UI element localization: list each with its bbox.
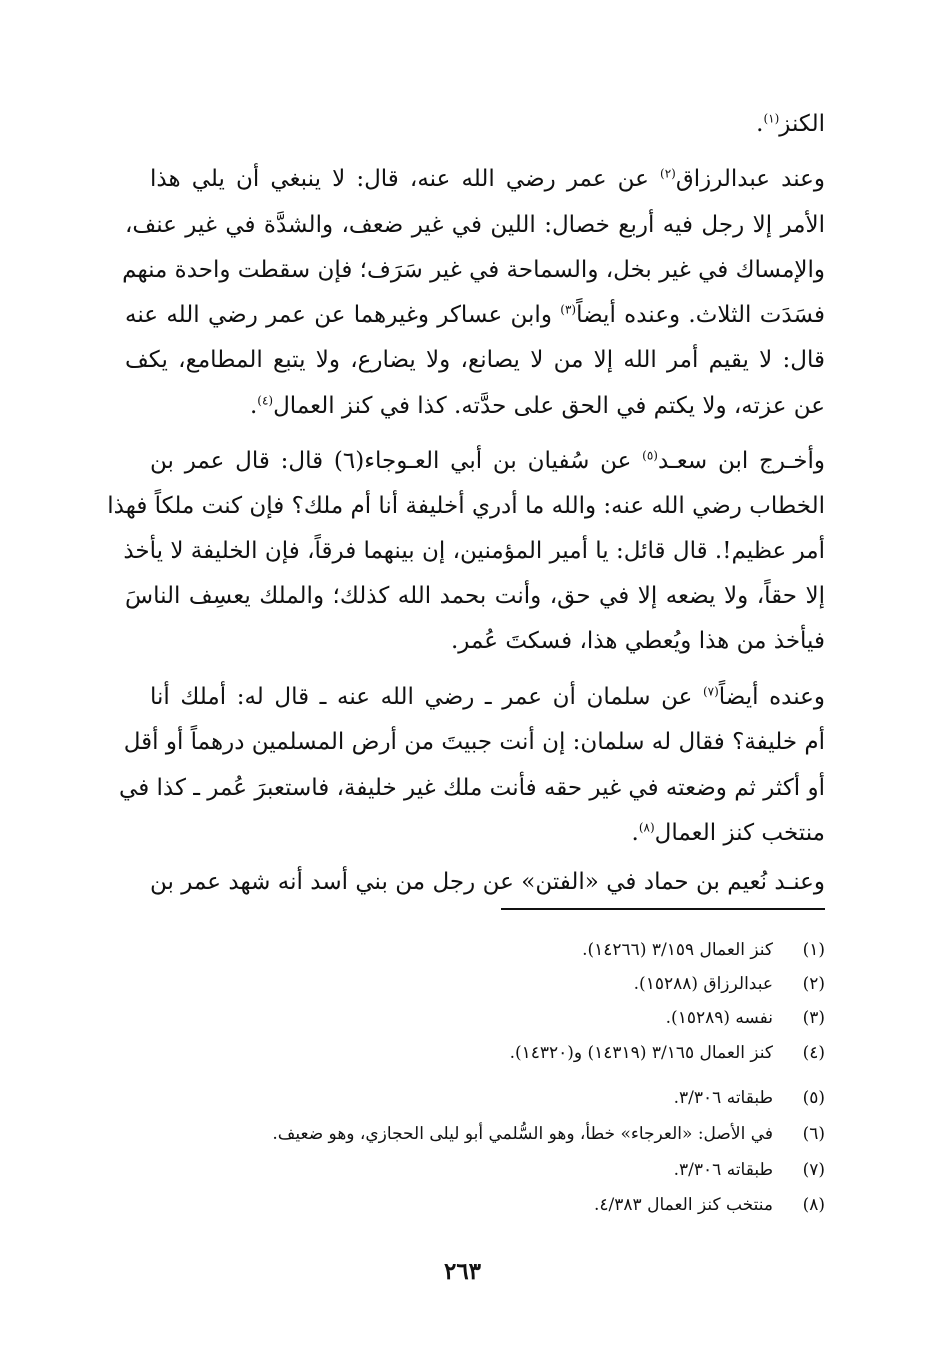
footnote: (٧)طبقاته ٣/٣٠٦. [673, 1160, 825, 1180]
page-number: ٢٦٣ [443, 1258, 482, 1285]
body-line: الخطاب رضي الله عنه: والله ما أدري أخليفة أنا أم ملك؟ فإن كنت ملكاً فهذا [107, 493, 825, 519]
body-line: أمر عظيم!. قال قائل: يا أمير المؤمنين، إن بينهما فرقاً، فإن الخليفة لا يأخذ [123, 538, 825, 564]
body-line: وعنـد نُعيم بن حماد في «الفتن» عن رجل من بني أسد أنه شهد عمر بن [150, 869, 825, 895]
body-line: وعند عبدالرزاق$^{(٢)}$ عن عمر رضي الله عنه، قال: لا ينبغي أن يلي هذا [150, 166, 825, 192]
body-line: الكنز$^{(١)}$. [756, 111, 825, 137]
footnote-separator [501, 908, 825, 910]
footnote: (١)كنز العمال ٣/١٥٩ (١٤٢٦٦). [582, 940, 825, 960]
body-line: إلا حقاً، ولا يضعه إلا في حق، وأنت بحمد الله كذلك؛ والملك يعسِف الناسَ [125, 583, 825, 609]
footnote: (٣)نفسه (١٥٢٨٩). [665, 1008, 825, 1028]
footnote: (٦)في الأصل: «العرجاء» خطأ، وهو السُّلمي أبو ليلى الحجازي، وهو ضعيف. [272, 1124, 825, 1144]
body-line: الأمر إلا رجل فيه أربع خصال: اللين في غير ضعف، والشدَّة في غير عنف، [125, 212, 825, 238]
body-line: فيأخذ من هذا ويُعطي هذا، فسكتَ عُمر. [451, 628, 825, 654]
body-line: عن عزته، ولا يكتم في الحق على حدَّته. كذا في كنز العمال$^{(٤)}$. [249, 393, 825, 419]
body-line: وعنده أيضاً$^{(٧)}$ عن سلمان أن عمر ـ رضي الله عنه ـ قال له: أملك أنا [150, 684, 825, 710]
body-line: والإمساك في غير بخل، والسماحة في غير سَرَف؛ فإن سقطت واحدة منهم [122, 257, 825, 283]
body-line: وأخـرج ابن سعـد$^{(٥)}$ عن سُفيان بن أبي العـوجاء(٦) قال: قال عمر بن [150, 448, 826, 474]
footnote: (٤)كنز العمال ٣/١٦٥ (١٤٣١٩) و(١٤٣٢٠). [509, 1043, 825, 1063]
body-line: أم خليفة؟ فقال له سلمان: إن أنت جبيتَ من أرض المسلمين درهماً أو أقل [123, 729, 825, 755]
body-line: فسَدَت الثلاث. وعنده أيضاً$^{(٣)}$ وابن عساكر وغيرهما عن عمر رضي الله عنه [125, 302, 825, 328]
footnote: (٥)طبقاته ٣/٣٠٦. [673, 1088, 825, 1108]
footnote: (٢)عبدالرزاق (١٥٢٨٨). [633, 974, 825, 994]
footnote: (٨)منتخب كنز العمال ٤/٣٨٣. [594, 1195, 825, 1215]
body-line: أو أكثر ثم وضعته في غير حقه فأنت ملك غير خليفة، فاستعبرَ عُمر ـ كذا في [119, 775, 825, 801]
body-line: قال: لا يقيم أمر الله إلا من لا يصانع، ولا يضارع، ولا يتبع المطامع، يكف [125, 347, 825, 373]
body-line: منتخب كنز العمال$^{(٨)}$. [631, 820, 825, 846]
